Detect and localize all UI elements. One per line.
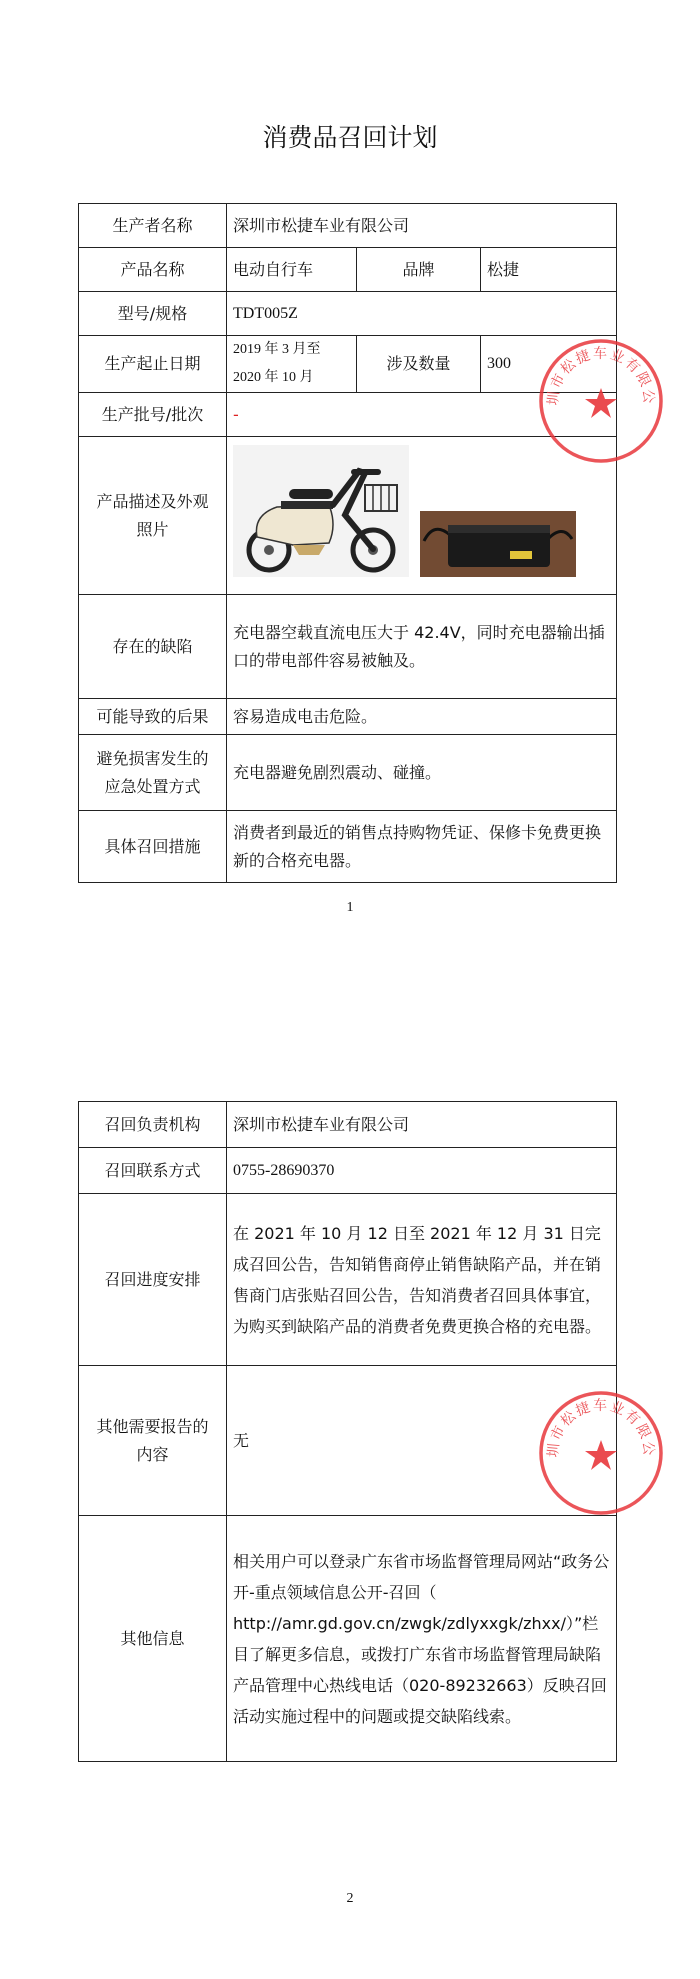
other-report-value: 无	[227, 1366, 617, 1516]
photo-label-line-2: 照片	[136, 519, 169, 539]
svg-text:深圳市松捷车业有限公司	[536, 336, 656, 406]
org-label: 召回负责机构	[79, 1102, 227, 1148]
other-report-label	[79, 1366, 227, 1516]
model-label: 型号/规格	[79, 292, 227, 336]
photo-label-line-1: 产品描述及外观	[96, 491, 209, 511]
document-title: 消费品召回计划	[262, 123, 438, 152]
other-report-label-line-1: 其他需要报告的	[96, 1416, 209, 1436]
brand-value: 松捷	[481, 248, 617, 292]
emergency-label-line-1: 避免损害发生的	[96, 748, 209, 768]
svg-text:深圳市松捷车业有限公司	[536, 1388, 656, 1458]
quantity-label: 涉及数量	[357, 336, 481, 393]
model-value: TDT005Z	[227, 292, 617, 336]
emergency-label-line-2: 应急处置方式	[104, 776, 201, 796]
company-seal	[536, 1388, 666, 1518]
schedule-label: 召回进度安排	[79, 1194, 227, 1366]
batch-label: 生产批号/批次	[79, 393, 227, 437]
seal-text: 圳市松捷车业有限公	[545, 1398, 657, 1458]
quantity-value: 300	[481, 336, 617, 393]
charger-photo	[420, 511, 576, 586]
other-info-label: 其他信息	[79, 1516, 227, 1762]
measure-label: 具体召回措施	[79, 811, 227, 883]
date-line-1: 2019 年 3 月至	[233, 342, 321, 357]
defect-value: 充电器空载直流电压大于 42.4V，同时充电器输出插口的带电部件容易被触及。	[227, 595, 617, 699]
photo-label	[79, 437, 227, 595]
consequence-value: 容易造成电击危险。	[227, 699, 617, 735]
product-label: 产品名称	[79, 248, 227, 292]
seal-text: 圳市松捷车业有限公	[545, 346, 657, 406]
org-value: 深圳市松捷车业有限公司	[227, 1102, 617, 1148]
company-seal	[536, 336, 666, 466]
brand-label: 品牌	[357, 248, 481, 292]
emergency-value: 充电器避免剧烈震动、碰撞。	[227, 735, 617, 811]
consequence-label: 可能导致的后果	[79, 699, 227, 735]
date-line-2: 2020 年 10 月	[233, 370, 314, 385]
date-value	[227, 336, 357, 393]
schedule-value: 在 2021 年 10 月 12 日至 2021 年 12 月 31 日完成召回公告，告知销售商停止销售缺陷产品，并在销售商门店张贴召回公告，告知消费者召回具体事宜，为购买到缺陷产品的消费者免费更换合格的充电器。	[227, 1194, 617, 1366]
manufacturer-value: 深圳市松捷车业有限公司	[227, 204, 617, 248]
product-value: 电动自行车	[227, 248, 357, 292]
measure-value: 消费者到最近的销售点持购物凭证、保修卡免费更换新的合格充电器。	[227, 811, 617, 883]
page-number-2: 2	[346, 1891, 354, 1906]
batch-value: -	[227, 393, 617, 437]
date-label: 生产起止日期	[79, 336, 227, 393]
contact-label: 召回联系方式	[79, 1148, 227, 1194]
manufacturer-label: 生产者名称	[79, 204, 227, 248]
page-number-1: 1	[346, 900, 354, 915]
other-report-label-line-2: 内容	[136, 1444, 169, 1464]
defect-label: 存在的缺陷	[79, 595, 227, 699]
recall-table-page1	[78, 203, 617, 883]
e-bike-photo	[233, 445, 409, 586]
emergency-label	[79, 735, 227, 811]
contact-value: 0755-28690370	[227, 1148, 617, 1194]
other-info-value: 相关用户可以登录广东省市场监督管理局网站“政务公开-重点领域信息公开-召回（ http://amr.gd.gov.cn/zwgk/zdlyxxgk/zhxx/）”栏目了解更多信息，或拨打广东省市场监督管理局缺陷产品管理中心热线电话（020-89232663）反映召回活动实施过程中的问题或提交缺陷线索。	[227, 1516, 617, 1762]
